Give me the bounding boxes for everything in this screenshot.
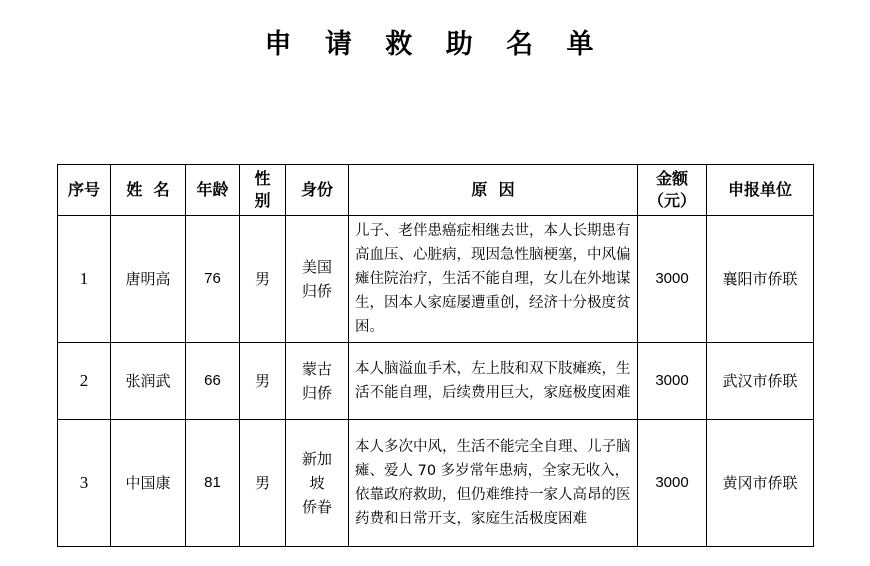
cell-unit: 襄阳市侨联 bbox=[707, 216, 814, 343]
cell-reason: 本人多次中风，生活不能完全自理、儿子脑瘫、爱人 70 多岁常年患病，全家无收入，依靠政府救助，但仍难维持一家人高昂的医药费和日常开支，家庭生活极度困难 bbox=[349, 420, 638, 547]
cell-index: 1 bbox=[58, 216, 111, 343]
cell-unit: 黄冈市侨联 bbox=[707, 420, 814, 547]
identity-line: 坡 bbox=[309, 474, 325, 492]
identity-line: 新加 bbox=[301, 450, 332, 468]
identity-line: 蒙古 bbox=[301, 360, 332, 378]
header-amount-line1: 金额 bbox=[655, 169, 688, 188]
header-identity: 身份 bbox=[286, 165, 349, 216]
aid-application-table bbox=[57, 164, 814, 547]
cell-index: 2 bbox=[58, 343, 111, 420]
header-amount bbox=[638, 165, 707, 216]
cell-index: 3 bbox=[58, 420, 111, 547]
header-unit: 申报单位 bbox=[707, 165, 814, 216]
table-header-row bbox=[58, 165, 814, 216]
cell-identity bbox=[286, 420, 349, 547]
cell-age: 76 bbox=[186, 216, 240, 343]
header-index: 序号 bbox=[58, 165, 111, 216]
cell-name: 张润武 bbox=[111, 343, 186, 420]
header-reason: 原 因 bbox=[349, 165, 638, 216]
cell-name: 唐明高 bbox=[111, 216, 186, 343]
identity-line: 归侨 bbox=[301, 282, 332, 300]
page-title: 申 请 救 助 名 单 bbox=[264, 29, 606, 60]
table-row bbox=[58, 216, 814, 343]
table-row bbox=[58, 343, 814, 420]
cell-age: 66 bbox=[186, 343, 240, 420]
header-name: 姓 名 bbox=[111, 165, 186, 216]
cell-reason: 儿子、老伴患癌症相继去世，本人长期患有高血压、心脏病，现因急性脑梗塞，中风偏瘫住院治疗，生活不能自理，女儿在外地谋生，因本人家庭屡遭重创，经济十分极度贫困。 bbox=[349, 216, 638, 343]
cell-reason: 本人脑溢血手术，左上肢和双下肢瘫痪，生活不能自理，后续费用巨大，家庭极度困难 bbox=[349, 343, 638, 420]
cell-identity bbox=[286, 343, 349, 420]
cell-age: 81 bbox=[186, 420, 240, 547]
cell-amount: 3000 bbox=[638, 216, 707, 343]
cell-gender: 男 bbox=[240, 420, 286, 547]
identity-line: 归侨 bbox=[301, 384, 332, 402]
identity-line: 美国 bbox=[301, 258, 332, 276]
table-row bbox=[58, 420, 814, 547]
cell-amount: 3000 bbox=[638, 343, 707, 420]
header-gender-line2: 别 bbox=[254, 191, 271, 210]
cell-name: 中国康 bbox=[111, 420, 186, 547]
header-gender bbox=[240, 165, 286, 216]
cell-amount: 3000 bbox=[638, 420, 707, 547]
cell-gender: 男 bbox=[240, 343, 286, 420]
identity-line: 侨眷 bbox=[301, 498, 332, 516]
cell-identity bbox=[286, 216, 349, 343]
cell-gender: 男 bbox=[240, 216, 286, 343]
cell-unit: 武汉市侨联 bbox=[707, 343, 814, 420]
header-amount-line2: （元） bbox=[647, 191, 696, 210]
header-age: 年龄 bbox=[186, 165, 240, 216]
header-gender-line1: 性 bbox=[254, 169, 271, 188]
